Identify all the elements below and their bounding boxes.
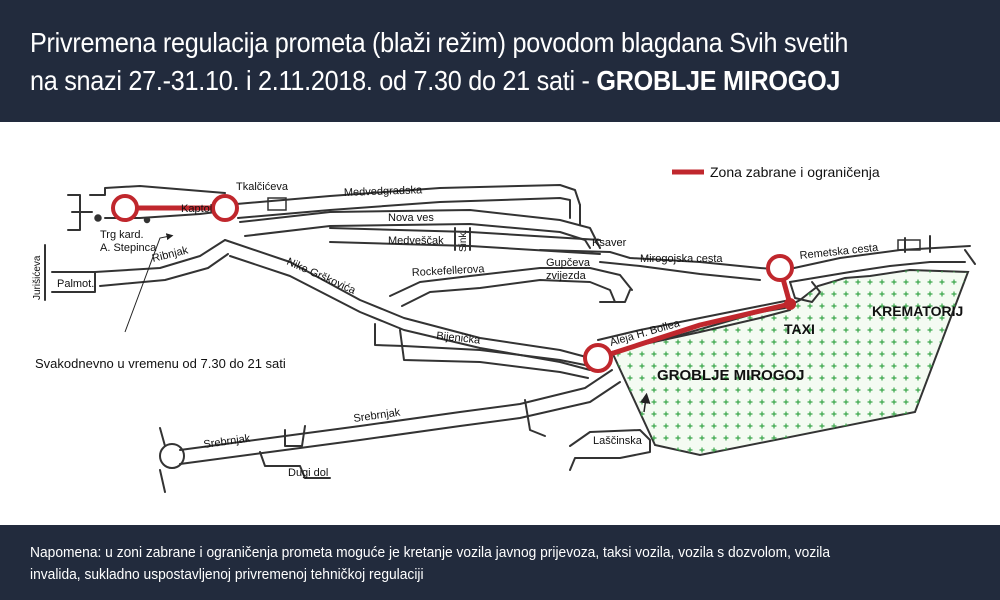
header-location: GROBLJE MIROGOJ [596, 65, 841, 96]
restriction-point-kaptol-east [213, 196, 237, 220]
label-nova-ves: Nova ves [388, 212, 434, 224]
trg-marker [95, 215, 101, 221]
restriction-point-kaptol-west [113, 196, 137, 220]
kaptol-marker [145, 218, 150, 223]
restriction-point-bijenicka [585, 345, 611, 371]
header-dates: na snazi 27.-31.10. i 2.11.2018. od 7.30 do 21 sati - [30, 65, 597, 96]
label-groblje-mirogoj: GROBLJE MIROGOJ [657, 367, 805, 384]
label-gupceva-line2: zvijezda [546, 270, 586, 282]
road-kaptol-area [90, 186, 225, 195]
footer-line2: invalida, sukladno uspostavljenoj privremenoj tehničkoj regulaciji [30, 566, 424, 583]
label-medvescak: Medveščak [388, 235, 444, 247]
legend-label: Zona zabrane i ograničenja [710, 164, 880, 180]
label-lascinska: Laščinska [593, 435, 642, 447]
label-aleja: Aleja H. Bollea [608, 317, 682, 349]
label-dugi-dol: Dugi dol [288, 467, 329, 479]
label-trg-line1: Trg kard. [100, 229, 144, 241]
label-taxi: TAXI [784, 321, 815, 337]
road-nike-grskovica-inner [230, 256, 590, 370]
roundabout [160, 444, 184, 468]
legend [672, 164, 880, 180]
header-banner [0, 0, 1000, 122]
label-bijenicka: Bijenička [435, 330, 481, 347]
daily-time-note: Svakodnevno u vremenu od 7.30 do 21 sati [35, 356, 286, 371]
road-bijenicka-inner [400, 330, 588, 378]
label-trg-line2: A. Stepinca [100, 242, 157, 254]
road-nike-grskovica [225, 240, 590, 358]
label-gupceva-line1: Gupčeva [546, 257, 591, 269]
label-ribnjak: Ribnjak [150, 244, 190, 265]
restriction-point-remetska [768, 256, 792, 280]
header-title-line1: Privremena regulacija prometa (blaži režim) povodom blagdana Svih svetih [30, 27, 849, 58]
label-kaptol: Kaptol [181, 203, 213, 215]
footer-line1: Napomena: u zoni zabrane i ograničenja prometa moguće je kretanje vozila javnog prijevoza, taksi vozila, vozila s dozvolom, vozila [30, 544, 831, 561]
label-mirogojska: Mirogojska cesta [640, 253, 723, 265]
taxi-point [784, 298, 796, 310]
road-rockefellerova-inner [402, 280, 615, 306]
label-sink: Sink. [458, 229, 469, 252]
label-srebrnjak-right: Srebrnjak [352, 406, 402, 425]
header-title-line2 [30, 62, 876, 100]
label-ksaver: Ksaver [592, 237, 627, 249]
label-krematorij: KREMATORIJ [872, 303, 964, 319]
label-nike-grskovica: Nike Grškovića [284, 255, 358, 297]
map-area [0, 122, 1000, 525]
label-remetska: Remetska cesta [799, 241, 879, 262]
footer-note [0, 525, 1000, 600]
label-palmot: Palmot. [57, 278, 95, 290]
label-tkalciceva: Tkalčićeva [236, 181, 288, 193]
road-trg-area [68, 195, 92, 230]
label-srebrnjak-left: Srebrnjak [202, 432, 252, 451]
road-srebrnjak-inner [180, 382, 620, 464]
label-medvedgradska: Medvedgradska [343, 184, 423, 199]
label-rockefellerova: Rockefellerova [411, 263, 485, 279]
road-lascinska-spur [525, 400, 545, 436]
label-jurisiceva: Jurišićeva [32, 255, 43, 300]
